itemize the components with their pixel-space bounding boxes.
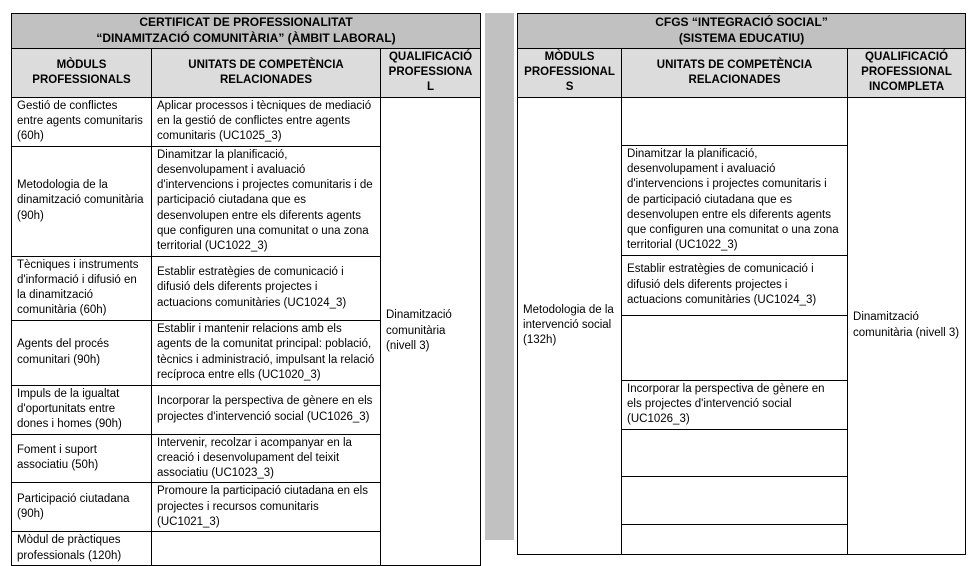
left-unit-cell: Incorporar la perspectiva de gènere en els projectes d'intervenció social (UC1026_3) [152, 385, 381, 434]
left-header-qualificacio: QUALIFICACIÓ PROFESSIONAL [381, 48, 481, 97]
right-qualification-cell: Dinamització comunitària (nivell 3) [848, 97, 966, 554]
left-module-cell: Gestió de conflictes entre agents comunitaris (60h) [12, 97, 152, 146]
left-module-cell: Mòdul de pràctiques professionals (120h) [12, 532, 152, 566]
right-table-cfgs [517, 13, 966, 555]
right-table-title-line1: CFGS “INTEGRACIÓ SOCIAL” [655, 15, 828, 29]
table-row [12, 97, 481, 146]
right-unit-cell: Incorporar la perspectiva de gènere en els projectes d'intervenció social (UC1026_3) [622, 380, 848, 429]
left-module-cell: Participació ciutadana (90h) [12, 483, 152, 532]
left-unit-cell: Establir i mantenir relacions amb els agents de la comunitat principal: població, tècnics i administració, impulsant la relació recíproca entre ells (UC1020_3) [152, 320, 381, 385]
left-qualification-cell: Dinamització comunitària (nivell 3) [381, 97, 481, 565]
left-module-cell: Metodologia de la dinamització comunitària (90h) [12, 146, 152, 256]
right-table-title [518, 14, 966, 49]
right-table-title-row [518, 14, 966, 49]
right-unit-cell: Establir estratègies de comunicació i difusió dels diferents projectes i actuacions comunitàries (UC1024_3) [622, 255, 848, 315]
right-unit-cell [622, 97, 848, 145]
right-unit-cell [622, 315, 848, 380]
right-header-unitats: UNITATS DE COMPETÈNCIA RELACIONADES [622, 48, 848, 97]
left-module-cell: Impuls de la igualtat d'oportunitats entre dones i homes (90h) [12, 385, 152, 434]
left-table-header-row [12, 48, 481, 97]
left-header-moduls: MÒDULS PROFESSIONALS [12, 48, 152, 97]
right-unit-cell [622, 476, 848, 524]
right-header-qualificacio: QUALIFICACIÓ PROFESSIONAL INCOMPLETA [848, 48, 966, 97]
left-header-unitats: UNITATS DE COMPETÈNCIA RELACIONADES [152, 48, 381, 97]
right-header-moduls: MÒDULS PROFESSIONALS [518, 48, 622, 97]
left-module-cell: Foment i suport associatiu (50h) [12, 434, 152, 483]
left-module-cell: Agents del procés comunitari (90h) [12, 320, 152, 385]
right-unit-cell [622, 524, 848, 554]
left-unit-cell: Establir estratègies de comunicació i difusió dels diferents projectes i actuacions comunitàries (UC1024_3) [152, 256, 381, 320]
right-table-title-line2: (SISTEMA EDUCATIU) [678, 30, 805, 45]
left-unit-cell: Dinamitzar la planificació, desenvolupament i avaluació d'intervencions i projectes comunitaris i de participació ciutadana que es desenvolupen entre els diferents agents que configuren una comunitat o una zona territorial (UC1022_3) [152, 146, 381, 256]
left-unit-cell: Aplicar processos i tècniques de mediació en la gestió de conflictes entre agents comunitaris (UC1025_3) [152, 97, 381, 146]
right-module-cell: Metodologia de la intervenció social (132h) [518, 97, 622, 554]
left-table-title-row [12, 14, 481, 49]
right-table-header-row [518, 48, 966, 97]
right-unit-cell [622, 429, 848, 476]
left-table-title-line2: “DINAMITZACIÓ COMUNITÀRIA” (ÀMBIT LABORAL) [96, 30, 396, 45]
left-table-title [12, 14, 481, 49]
table-row [518, 97, 966, 145]
left-unit-cell: Promoure la participació ciutadana en els projectes i recursos comunitaris (UC1021_3) [152, 483, 381, 532]
left-table-certificat [11, 13, 481, 566]
left-module-cell: Tècniques i instruments d'informació i difusió en la dinamització comunitària (60h) [12, 256, 152, 320]
right-unit-cell: Dinamitzar la planificació, desenvolupament i avaluació d'intervencions i projectes comunitaris i de participació ciutadana que es desenvolupen entre els diferents agents que configuren una comunitat o una zona territorial (UC1022_3) [622, 145, 848, 255]
left-table-title-line1: CERTIFICAT DE PROFESSIONALITAT [139, 15, 353, 29]
divider-bar [485, 13, 514, 540]
left-unit-cell: Intervenir, recolzar i acompanyar en la creació i desenvolupament del teixit associatiu (UC1023_3) [152, 434, 381, 483]
